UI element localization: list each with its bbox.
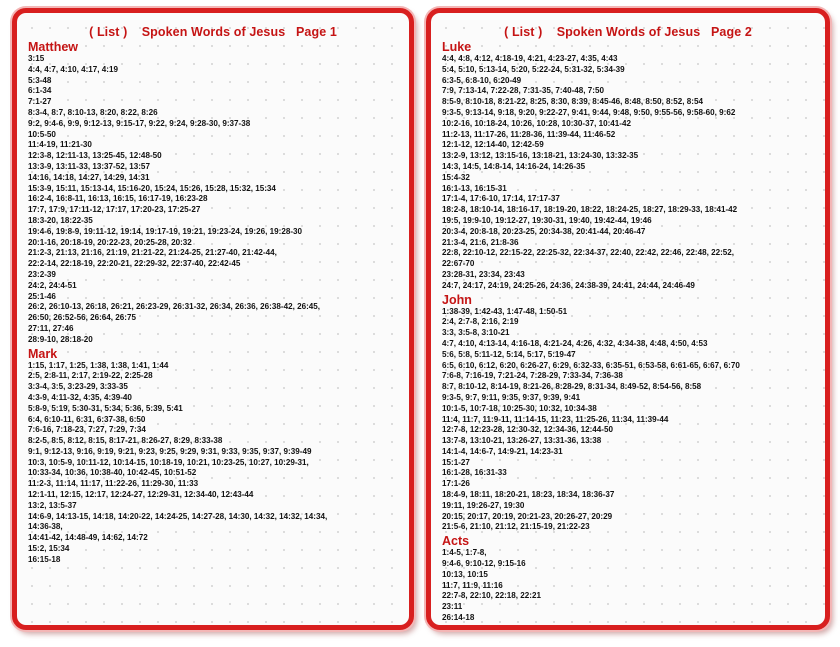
verse-reference-line: 17:1-4, 17:6-10, 17:14, 17:17-37 — [442, 194, 560, 204]
verse-reference-line: 4:4, 4:8, 4:12, 4:18-19, 4:21, 4:23-27, 4:35, 4:43 — [442, 54, 618, 63]
verse-reference-line: 20:15, 20:17, 20:19, 20:21-23, 20:26-27, 20:29 — [442, 511, 613, 521]
verse-reference-line: 14:3, 14:5, 14:8-14, 14:16-24, 14:26-35 — [442, 161, 586, 171]
verse-reference-line: 18:2-8, 18:10-14, 18:16-17, 18:19-20, 18:22, 18:24-25, 18:27, 18:29-33, 18:41-42 — [442, 205, 738, 215]
verse-reference-line: 16:1-13, 16:15-31 — [442, 183, 507, 193]
verse-reference-line: 12:1-12, 12:14-40, 12:42-59 — [442, 140, 544, 150]
book-section-matthew — [28, 40, 403, 346]
verse-reference-line: 1:4-5, 1:7-8, — [442, 548, 487, 558]
verse-reference-line: 12:3-8, 12:11-13, 13:25-45, 12:48-50 — [28, 151, 162, 161]
verse-reference-line: 13:7-8, 13:10-21, 13:26-27, 13:31-36, 13:38 — [442, 436, 602, 446]
verse-reference-line: 20:1-16, 20:18-19, 20:22-23, 20:25-28, 20:32 — [28, 237, 192, 247]
verse-reference-line: 8:2-5, 8:5, 8:12, 8:15, 8:17-21, 8:26-27, 8:29, 8:33-38 — [28, 436, 223, 446]
verse-reference-line: 13:3-9, 13:11-33, 13:37-52, 13:57 — [28, 161, 150, 171]
book-section-luke — [442, 40, 819, 292]
verse-reference-line: 13:2, 13:5-37 — [28, 500, 77, 510]
verse-reference-line: 2:5, 2:8-11, 2:17, 2:19-22, 2:25-28 — [28, 371, 153, 381]
verse-reference-line: 21:3-4, 21:6, 21:8-36 — [442, 237, 519, 247]
verse-reference-line: 5:3-48 — [28, 75, 52, 85]
book-heading: Luke — [442, 40, 472, 54]
verse-reference-line: 11:7, 11:9, 11:16 — [442, 580, 503, 590]
book-section-mark — [28, 347, 403, 566]
verse-reference-line: 5:8-9, 5:19, 5:30-31, 5:34, 5:36, 5:39, 5:41 — [28, 403, 183, 413]
verse-reference-line: 4:4, 4:7, 4:10, 4:17, 4:19 — [28, 64, 118, 74]
verse-reference-line: 10:3, 10:5-9, 10:11-12, 10:14-15, 10:18-19, 10:21, 10:23-25, 10:27, 10:29-31, — [28, 457, 309, 467]
page-title: ( List ) Spoken Words of Jesus Page 1 — [89, 25, 337, 39]
verse-reference-line: 6:5, 6:10, 6:12, 6:20, 6:26-27, 6:29, 6:32-33, 6:35-51, 6:53-58, 6:61-65, 6:67, 6:70 — [442, 360, 740, 370]
verse-list — [28, 361, 403, 566]
verse-reference-line: 15:1-27 — [442, 457, 470, 467]
verse-reference-line: 25:1-46 — [28, 291, 56, 301]
verse-reference-line: 7:1-27 — [28, 97, 52, 107]
verse-reference-line: 26:14-18 — [442, 613, 475, 623]
verse-reference-line: 9:4-6, 9:10-12, 9:15-16 — [442, 559, 526, 569]
verse-reference-line: 14:16, 14:18, 14:27, 14:29, 14:31 — [28, 172, 150, 182]
verse-reference-line: 7:6-8, 7:16-19, 7:21-24, 7:28-29, 7:33-34, 7:36-38 — [442, 371, 623, 381]
verse-reference-line: 22:7-8, 22:10, 22:18, 22:21 — [442, 591, 541, 601]
list-page-1 — [12, 8, 414, 630]
verse-reference-line: 16:1-28, 16:31-33 — [442, 468, 507, 478]
verse-reference-line: 28:9-10, 28:18-20 — [28, 334, 93, 344]
verse-reference-line: 11:2-13, 11:17-26, 11:28-36, 11:39-44, 11:46-52 — [442, 129, 616, 139]
verse-reference-line: 5:6, 5:8, 5:11-12, 5:14, 5:17, 5:19-47 — [442, 349, 576, 359]
verse-reference-line: 10:2-16, 10:18-24, 10:26, 10:28, 10:30-37, 10:41-42 — [442, 118, 631, 128]
verse-list — [442, 307, 819, 534]
verse-reference-line: 23:28-31, 23:34, 23:43 — [442, 269, 525, 279]
verse-list — [442, 548, 819, 624]
verse-reference-line: 15:2, 15:34 — [28, 544, 70, 554]
verse-reference-line: 8:5-9, 8:10-18, 8:21-22, 8:25, 8:30, 8:39, 8:45-46, 8:48, 8:50, 8:52, 8:54 — [442, 97, 703, 107]
verse-reference-line: 24:7, 24:17, 24:19, 24:25-26, 24:36, 24:38-39, 24:41, 24:44, 24:46-49 — [442, 280, 695, 290]
verse-reference-line: 10:5-50 — [28, 129, 56, 139]
verse-reference-line: 9:3-5, 9:13-14, 9:18, 9:20, 9:22-27, 9:41, 9:44, 9:48, 9:50, 9:55-56, 9:58-60, 9:62 — [442, 107, 736, 117]
verse-reference-line: 3:3, 3:5-8, 3:10-21 — [442, 328, 510, 338]
verse-reference-line: 3:3-4, 3:5, 3:23-29, 3:33-35 — [28, 382, 128, 392]
verse-list — [28, 54, 403, 346]
verse-reference-line: 26:50, 26:52-56, 26:64, 26:75 — [28, 313, 136, 323]
verse-reference-line: 5:4, 5:10, 5:13-14, 5:20, 5:22-24, 5:31-32, 5:34-39 — [442, 64, 625, 74]
verse-reference-line: 15:3-9, 15:11, 15:13-14, 15:16-20, 15:24, 15:26, 15:28, 15:32, 15:34 — [28, 183, 276, 193]
verse-reference-line: 26:2, 26:10-13, 26:18, 26:21, 26:23-29, 26:31-32, 26:34, 26:36, 26:38-42, 26:45, — [28, 302, 321, 312]
verse-reference-line: 14:36-38, — [28, 522, 63, 532]
verse-reference-line: 12:7-8, 12:23-28, 12:30-32, 12:34-36, 12:44-50 — [442, 425, 613, 435]
verse-reference-line: 22:8, 22:10-12, 22:15-22, 22:25-32, 22:34-37, 22:40, 22:42, 22:46, 22:48, 22:52, — [442, 248, 735, 258]
verse-reference-line: 22:2-14, 22:18-19, 22:20-21, 22:29-32, 22:37-40, 22:42-45 — [28, 259, 241, 269]
book-section-john — [442, 293, 819, 534]
verse-reference-line: 23:2-39 — [28, 269, 56, 279]
verse-reference-line: 27:11, 27:46 — [28, 323, 74, 333]
book-section-acts — [442, 534, 819, 624]
verse-reference-line: 16:15-18 — [28, 554, 61, 564]
verse-reference-line: 16:2-4, 16:8-11, 16:13, 16:15, 16:17-19, 16:23-28 — [28, 194, 208, 204]
book-heading: Acts — [442, 534, 470, 549]
verse-reference-line: 20:3-4, 20:8-18, 20:23-25, 20:34-38, 20:41-44, 20:46-47 — [442, 226, 646, 236]
verse-reference-line: 14:6-9, 14:13-15, 14:18, 14:20-22, 14:24-25, 14:27-28, 14:30, 14:32, 14:32, 14:34, — [28, 511, 328, 521]
verse-reference-line: 7:9, 7:13-14, 7:22-28, 7:31-35, 7:40-48, 7:50 — [442, 86, 604, 96]
verse-reference-line: 14:41-42, 14:48-49, 14:62, 14:72 — [28, 533, 148, 543]
verse-reference-line: 19:4-6, 19:8-9, 19:11-12, 19:14, 19:17-19, 19:21, 19:23-24, 19:26, 19:28-30 — [28, 226, 303, 236]
page-title: ( List ) Spoken Words of Jesus Page 2 — [504, 25, 752, 39]
verse-reference-line: 9:1, 9:12-13, 9:16, 9:19, 9:21, 9:23, 9:25, 9:29, 9:31, 9:33, 9:35, 9:37, 9:39-49 — [28, 446, 312, 456]
verse-reference-line: 1:38-39, 1:42-43, 1:47-48, 1:50-51 — [442, 306, 568, 316]
verse-reference-line: 14:1-4, 14:6-7, 14:9-21, 14:23-31 — [442, 446, 563, 456]
verse-reference-line: 22:67-70 — [442, 259, 475, 269]
page-content — [17, 40, 409, 566]
verse-reference-line: 3:15 — [28, 54, 45, 63]
verse-reference-line: 4:7, 4:10, 4:13-14, 4:16-18, 4:21-24, 4:26, 4:32, 4:34-38, 4:48, 4:50, 4:53 — [442, 338, 708, 348]
verse-reference-line: 2:4, 2:7-8, 2:16, 2:19 — [442, 317, 519, 327]
verse-reference-line: 11:2-3, 11:14, 11:17, 11:22-26, 11:29-30, 11:33 — [28, 479, 199, 489]
verse-reference-line: 15:4-32 — [442, 172, 470, 182]
verse-reference-line: 11:4-19, 11:21-30 — [28, 140, 92, 150]
verse-reference-line: 21:2-3, 21:13, 21:16, 21:19, 21:21-22, 21:24-25, 21:27-40, 21:42-44, — [28, 248, 277, 258]
verse-reference-line: 8:7, 8:10-12, 8:14-19, 8:21-26, 8:28-29, 8:31-34, 8:49-52, 8:54-56, 8:58 — [442, 382, 702, 392]
verse-reference-line: 7:6-16, 7:18-23, 7:27, 7:29, 7:34 — [28, 425, 146, 435]
verse-reference-line: 4:3-9, 4:11-32, 4:35, 4:39-40 — [28, 392, 132, 402]
verse-reference-line: 10:33-34, 10:36, 10:38-40, 10:42-45, 10:51-52 — [28, 468, 197, 478]
verse-reference-line: 6:4, 6:10-11, 6:31, 6:37-38, 6:50 — [28, 414, 146, 424]
book-heading: Matthew — [28, 40, 78, 54]
verse-reference-line: 19:11, 19:26-27, 19:30 — [442, 500, 525, 510]
page-content — [431, 40, 825, 624]
verse-reference-line: 18:3-20, 18:22-35 — [28, 215, 93, 225]
verse-list — [442, 54, 819, 292]
verse-reference-line: 1:15, 1:17, 1:25, 1:38, 1:38, 1:41, 1:44 — [28, 360, 169, 370]
verse-reference-line: 9:3-5, 9:7, 9:11, 9:35, 9:37, 9:39, 9:41 — [442, 392, 581, 402]
verse-reference-line: 10:13, 10:15 — [442, 569, 488, 579]
verse-reference-line: 10:1-5, 10:7-18, 10:25-30, 10:32, 10:34-38 — [442, 403, 597, 413]
verse-reference-line: 8:3-4, 8:7, 8:10-13, 8:20, 8:22, 8:26 — [28, 107, 158, 117]
verse-reference-line: 17:7, 17:9, 17:11-12, 17:17, 17:20-23, 17:25-27 — [28, 205, 201, 215]
verse-reference-line: 19:5, 19:9-10, 19:12-27, 19:30-31, 19:40, 19:42-44, 19:46 — [442, 215, 652, 225]
verse-reference-line: 24:2, 24:4-51 — [28, 280, 77, 290]
verse-reference-line: 12:1-11, 12:15, 12:17, 12:24-27, 12:29-31, 12:34-40, 12:43-44 — [28, 490, 254, 500]
verse-reference-line: 6:1-34 — [28, 86, 52, 96]
verse-reference-line: 21:5-6, 21:10, 21:12, 21:15-19, 21:22-23 — [442, 522, 590, 532]
book-heading: Mark — [28, 346, 58, 361]
verse-reference-line: 23:11 — [442, 602, 463, 612]
book-heading: John — [442, 292, 472, 307]
verse-reference-line: 17:1-26 — [442, 479, 470, 489]
list-page-2 — [426, 8, 830, 630]
verse-reference-line: 6:3-5, 6:8-10, 6:20-49 — [442, 75, 522, 85]
verse-reference-line: 9:2, 9:4-6, 9:9, 9:12-13, 9:15-17, 9:22, 9:24, 9:28-30, 9:37-38 — [28, 118, 251, 128]
verse-reference-line: 11:4, 11:7, 11:9-11, 11:14-15, 11:23, 11:25-26, 11:34, 11:39-44 — [442, 414, 669, 424]
verse-reference-line: 13:2-9, 13:12, 13:15-16, 13:18-21, 13:24-30, 13:32-35 — [442, 151, 639, 161]
verse-reference-line: 18:4-9, 18:11, 18:20-21, 18:23, 18:34, 18:36-37 — [442, 490, 615, 500]
